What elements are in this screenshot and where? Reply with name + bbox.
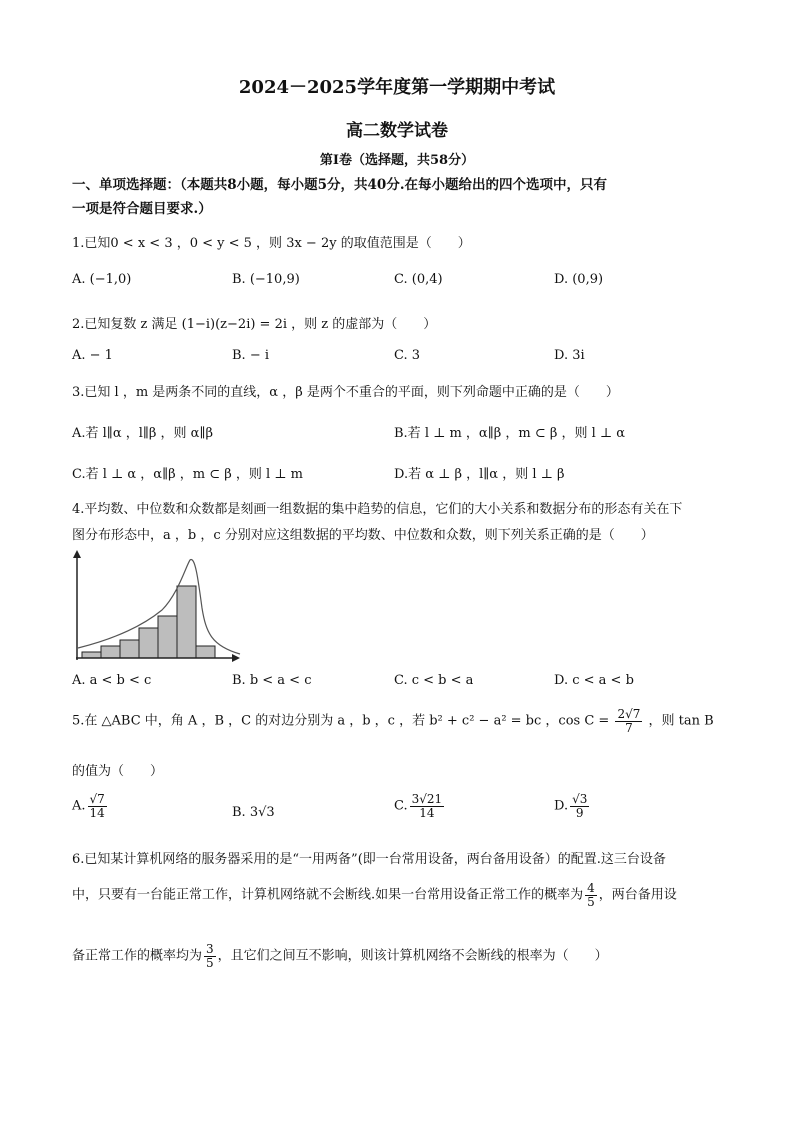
q6-line3-a: 备正常工作的概率均为 [72,948,203,964]
q6-line3-b: ，且它们之间互不影响，则该计算机网络不会断线的根率为（ ） [217,948,608,964]
q6-fraction-1-den: 5 [587,894,595,909]
q5-option-a-label: A. [72,798,86,814]
q5-option-c-den: 14 [419,805,435,820]
q4-option-a: A. a < b < c [72,673,152,688]
q6-line2-a: 中，只要有一台能正常工作，计算机网络就不会断线.如果一台常用设备正常工作的概率为 [72,887,584,903]
q5-option-c-fraction [410,793,445,819]
q4-stem-line1: 4.平均数、中位数和众数都是刻画一组数据的集中趋势的信息，它们的大小关系和数据分布的形态有关在下 [72,502,683,517]
histogram-bar [158,616,177,658]
q2-stem: 2.已知复数 z 满足 (1−i)(z−2i) = 2i ，则 z 的虚部为（ ） [72,317,437,332]
q3-stem: 3.已知 l ，m 是两条不同的直线，α ，β 是两个不重合的平面，则下列命题中正确的是（ ） [72,385,619,400]
q5-cos-fraction [615,708,642,734]
q5-cos-num: 2√7 [617,707,641,721]
q4-option-c: C. c < b < a [394,673,474,688]
q2-option-a: A. − 1 [72,348,113,363]
q5-stem-b: ，则 tan B [648,713,714,729]
part-title: 第Ⅰ卷（选择题，共58分） [319,153,475,168]
q3-option-a: A.若 l∥α ，l∥β ，则 α∥β [72,426,213,441]
q6-fraction-1 [585,882,597,908]
exam-subtitle: 高二数学试卷 [346,121,448,141]
q6-fraction-1-num: 4 [587,881,595,895]
section-heading-line2: 一项是符合题目要求.） [72,201,212,217]
distribution-histogram [70,548,246,666]
histogram-bar [101,646,120,658]
q1-option-c: C. (0,4) [394,272,443,287]
q1-option-b: B. (−10,9) [232,272,300,287]
q6-line3 [72,943,608,969]
y-axis-arrow [73,550,81,558]
q3-option-d: D.若 α ⊥ β ，l∥α ，则 l ⊥ β [394,467,565,482]
q5-stem-a: 5.在 △ABC 中，角 A ，B ，C 的对边分别为 a ，b ，c ，若 b² + c² − a² = bc ，cos C = [72,713,610,729]
q6-fraction-2-den: 5 [206,955,214,970]
q5-option-a-fraction [88,793,107,819]
histogram-bar [82,652,101,658]
q4-option-b: B. b < a < c [232,673,312,688]
q5-option-a-den: 14 [89,805,105,820]
q5-option-a [72,793,109,819]
q1-stem: 1.已知0 < x < 3 ，0 < y < 5 ，则 3x − 2y 的取值范围是（ ） [72,236,471,251]
q5-option-b: B. 3√3 [232,805,275,820]
q5-option-d [554,793,591,819]
q2-option-d: D. 3i [554,348,585,363]
q6-line2 [72,882,677,908]
histogram-bar [196,646,215,658]
q6-line2-b: ，两台备用设 [598,887,677,903]
q5-stem-line2: 的值为（ ） [72,764,164,779]
q2-option-b: B. − i [232,348,270,363]
q6-fraction-2-num: 3 [206,942,214,956]
q5-option-d-den: 9 [575,805,584,820]
q2-option-c: C. 3 [394,348,421,363]
q5-option-c-label: C. [394,798,408,814]
q5-stem-line1 [72,708,714,734]
q1-option-d: D. (0,9) [554,272,604,287]
histogram-bar [139,628,158,658]
histogram-bar [177,586,196,658]
q3-option-c: C.若 l ⊥ α ，α∥β ，m ⊂ β ，则 l ⊥ m [72,467,303,482]
q4-option-d: D. c < a < b [554,673,634,688]
q5-option-c [394,793,446,819]
q5-option-c-num: 3√21 [411,792,443,806]
x-axis-arrow [232,654,240,662]
q5-option-d-label: D. [554,798,569,814]
q5-option-a-num: √7 [89,792,105,806]
exam-title: 2024－2025学年度第一学期期中考试 [238,77,556,98]
section-heading-line1: 一、单项选择题：（本题共8小题，每小题5分，共40分.在每小题给出的四个选项中，只有 [72,177,608,193]
q4-stem-line2: 图分布形态中，a ，b ，c 分别对应这组数据的平均数、中位数和众数，则下列关系正确的是（ ） [72,528,654,543]
q5-option-d-fraction [570,793,589,819]
histogram-bar [120,640,139,658]
q3-option-b: B.若 l ⊥ m ，α∥β ，m ⊂ β ，则 l ⊥ α [394,426,626,441]
q5-option-d-num: √3 [572,792,588,806]
q1-option-a: A. (−1,0) [72,272,132,287]
q6-line1: 6.已知某计算机网络的服务器采用的是“一用两备”(即一台常用设备，两台备用设备）的配置.这三台设备 [72,852,666,867]
q5-cos-den: 7 [625,720,633,735]
q6-fraction-2 [204,943,216,969]
